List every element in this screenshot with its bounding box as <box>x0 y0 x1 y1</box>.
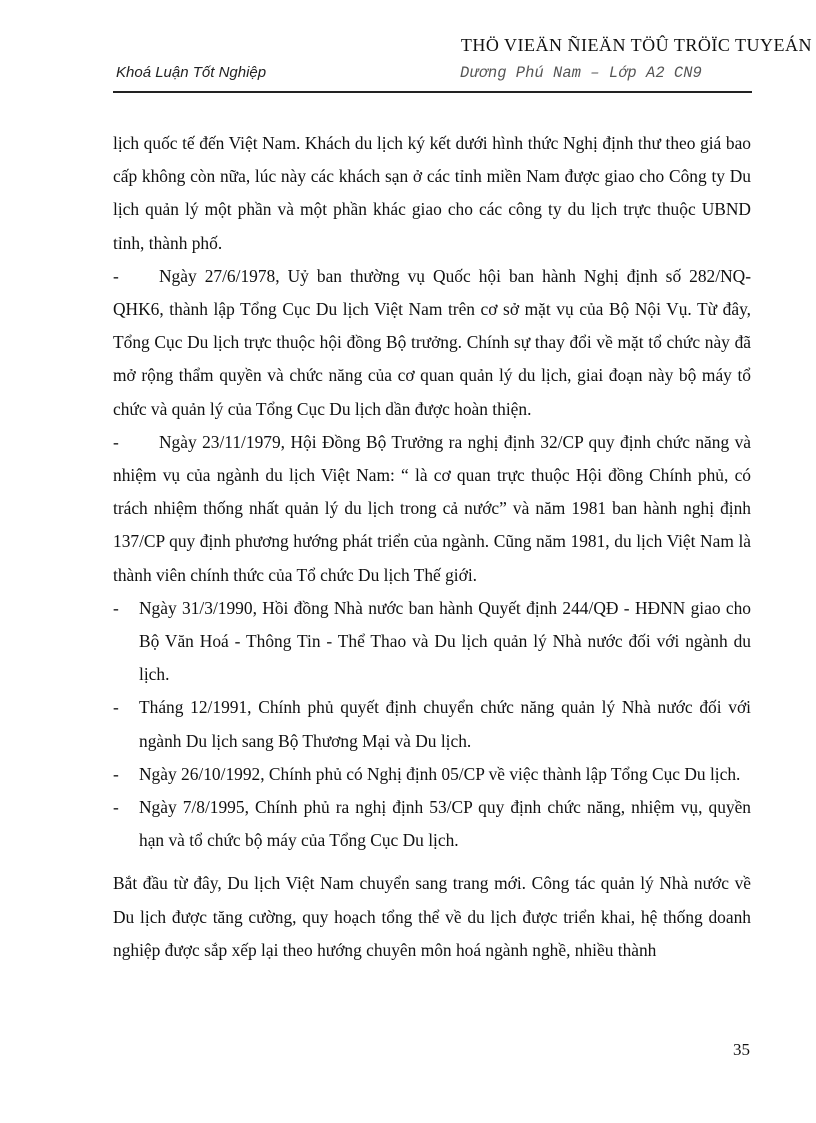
header-left-title: Khoá Luận Tốt Nghiệp <box>116 64 267 81</box>
header-right-author: Dương Phú Nam – Lớp A2 CN9 <box>460 64 702 82</box>
dash-marker: - <box>113 697 119 718</box>
watermark-text: THÖ VIEÄN ÑIEÄN TÖÛ TRÖÏC TUYEÁN <box>460 35 812 55</box>
paragraph-1: lịch quốc tế đến Việt Nam. Khách du lịch ký kết dưới hình thức Nghị định thư theo giá bao cấp không còn nữa, lúc này các khách sạn ở các tỉnh miền Nam được giao cho Công ty Du lịch quản lý một phần và một phần khác giao cho các công ty du lịch trực thuộc UBND tỉnh, thành phố. <box>113 133 751 253</box>
list-item <box>113 592 751 692</box>
list-item-text: Ngày 26/10/1992, Chính phủ có Nghị định 05/CP về việc thành lập Tổng Cục Du lịch. <box>139 763 741 784</box>
paragraph-spacer <box>113 857 751 867</box>
header-divider <box>113 91 752 93</box>
paragraph-3 <box>113 426 751 592</box>
document-body <box>113 127 751 967</box>
list-item-text: Tháng 12/1991, Chính phủ quyết định chuyển chức năng quản lý Nhà nước đối với ngành Du lịch sang Bộ Thương Mại và Du lịch. <box>139 697 751 751</box>
list-item-text: Ngày 7/8/1995, Chính phủ ra nghị định 53/CP quy định chức năng, nhiệm vụ, quyền hạn và tổ chức bộ máy của Tổng Cục Du lịch. <box>139 797 751 851</box>
list-item <box>113 791 751 857</box>
list-item <box>113 691 751 757</box>
paragraph-3-text: Ngày 23/11/1979, Hội Đồng Bộ Trưởng ra nghị định 32/CP quy định chức năng và nhiệm vụ của ngành du lịch Việt Nam: “ là cơ quan trực thuộc Hội đồng Chính phủ, có trách nhiệm thống nhất quản lý du lịch trong cả nước” và năm 1981 ban hành nghị định 137/CP quy định phương hướng phát triển của ngành. Cũng năm 1981, du lịch Việt Nam là thành viên chính thức của Tổ chức Du lịch Thế giới. <box>113 431 751 585</box>
paragraph-4: Bắt đầu từ đây, Du lịch Việt Nam chuyển sang trang mới. Công tác quản lý Nhà nước về Du lịch được tăng cường, quy hoạch tổng thể về du lịch được triển khai, hệ thống doanh nghiệp được sắp xếp lại theo hướng chuyên môn hoá ngành nghề, nhiều thành <box>113 873 751 960</box>
page-number: 35 <box>733 1040 750 1059</box>
dash-marker: - <box>113 431 119 452</box>
dash-marker: - <box>113 265 119 286</box>
dash-marker: - <box>113 597 119 618</box>
list-item-text: Ngày 31/3/1990, Hồi đồng Nhà nước ban hành Quyết định 244/QĐ - HĐNN giao cho Bộ Văn Hoá - Thông Tin - Thể Thao và Du lịch quản lý Nhà nước đối với ngành du lịch. <box>139 597 751 685</box>
list-item <box>113 758 751 791</box>
dash-marker: - <box>113 763 119 784</box>
paragraph-2-text: Ngày 27/6/1978, Uỷ ban thường vụ Quốc hội ban hành Nghị định số 282/NQ-QHK6, thành lập Tổng Cục Du lịch Việt Nam trên cơ sở mặt vụ của Bộ Nội Vụ. Từ đây, Tổng Cục Du lịch trực thuộc hội đồng Bộ trưởng. Chính sự thay đổi về mặt tổ chức này đã mở rộng thẩm quyền và chức năng của cơ quan quản lý du lịch, giai đoạn này bộ máy tổ chức và quản lý của Tổng Cục Du lịch dần được hoàn thiện. <box>113 265 751 419</box>
dash-marker: - <box>113 797 119 818</box>
paragraph-2 <box>113 260 751 426</box>
